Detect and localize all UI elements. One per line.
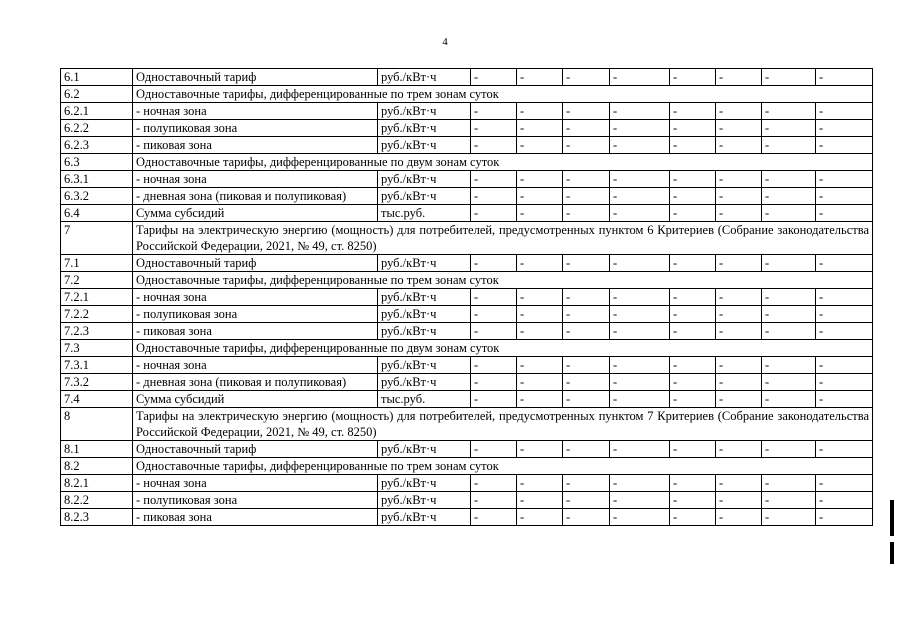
value-cell: - (471, 357, 517, 374)
value-cell: - (563, 137, 610, 154)
tariff-name-cell: - полупиковая зона (133, 306, 378, 323)
row-number-cell: 6.2.3 (61, 137, 133, 154)
tariff-name-cell: - полупиковая зона (133, 120, 378, 137)
value-cell: - (716, 509, 762, 526)
value-cell: - (716, 323, 762, 340)
value-cell: - (762, 289, 816, 306)
value-cell: - (517, 357, 563, 374)
value-cell: - (670, 188, 716, 205)
row-number-cell: 8.2.1 (61, 475, 133, 492)
value-cell: - (517, 374, 563, 391)
tariff-name-cell: - дневная зона (пиковая и полупиковая) (133, 188, 378, 205)
unit-cell: руб./кВт·ч (378, 137, 471, 154)
value-cell: - (816, 475, 873, 492)
unit-cell: руб./кВт·ч (378, 171, 471, 188)
tariff-name-cell: - пиковая зона (133, 509, 378, 526)
value-cell: - (517, 103, 563, 120)
value-cell: - (816, 69, 873, 86)
value-cell: - (471, 391, 517, 408)
value-cell: - (762, 188, 816, 205)
row-number-cell: 8 (61, 408, 133, 441)
row-number-cell: 6.3 (61, 154, 133, 171)
value-cell: - (670, 357, 716, 374)
value-cell: - (716, 306, 762, 323)
value-cell: - (517, 509, 563, 526)
value-cell: - (716, 374, 762, 391)
value-cell: - (762, 441, 816, 458)
value-cell: - (610, 137, 670, 154)
value-cell: - (716, 137, 762, 154)
value-cell: - (471, 120, 517, 137)
unit-cell: руб./кВт·ч (378, 69, 471, 86)
row-number-cell: 6.1 (61, 69, 133, 86)
value-cell: - (816, 509, 873, 526)
tariff-name-cell: - пиковая зона (133, 137, 378, 154)
tariff-name-cell: Одноставочный тариф (133, 441, 378, 458)
row-number-cell: 8.2 (61, 458, 133, 475)
value-cell: - (816, 289, 873, 306)
value-cell: - (762, 374, 816, 391)
section-row (61, 272, 873, 289)
value-cell: - (610, 289, 670, 306)
row-number-cell: 6.3.1 (61, 171, 133, 188)
value-cell: - (563, 357, 610, 374)
value-cell: - (716, 205, 762, 222)
value-cell: - (816, 357, 873, 374)
value-cell: - (670, 475, 716, 492)
tariff-name-cell: - ночная зона (133, 475, 378, 492)
value-cell: - (762, 171, 816, 188)
tariff-name-cell: Сумма субсидий (133, 391, 378, 408)
row-number-cell: 6.2.2 (61, 120, 133, 137)
value-cell: - (610, 69, 670, 86)
row-number-cell: 7.2 (61, 272, 133, 289)
section-row (61, 458, 873, 475)
value-cell: - (716, 357, 762, 374)
value-cell: - (610, 120, 670, 137)
tariff-name-cell: - ночная зона (133, 171, 378, 188)
value-cell: - (471, 492, 517, 509)
section-title-cell: Одноставочные тарифы, дифференцированные по трем зонам суток (133, 458, 873, 475)
value-cell: - (610, 255, 670, 272)
value-cell: - (471, 69, 517, 86)
value-cell: - (471, 188, 517, 205)
unit-cell: тыс.руб. (378, 205, 471, 222)
value-cell: - (563, 441, 610, 458)
value-cell: - (670, 171, 716, 188)
value-cell: - (762, 509, 816, 526)
value-cell: - (517, 137, 563, 154)
value-cell: - (563, 323, 610, 340)
unit-cell: руб./кВт·ч (378, 357, 471, 374)
value-cell: - (610, 441, 670, 458)
value-cell: - (517, 391, 563, 408)
tariff-name-cell: Одноставочный тариф (133, 255, 378, 272)
value-cell: - (670, 69, 716, 86)
table-row (61, 205, 873, 222)
value-cell: - (563, 374, 610, 391)
value-cell: - (716, 441, 762, 458)
value-cell: - (471, 475, 517, 492)
row-number-cell: 8.1 (61, 441, 133, 458)
value-cell: - (610, 103, 670, 120)
value-cell: - (670, 374, 716, 391)
value-cell: - (517, 188, 563, 205)
value-cell: - (762, 323, 816, 340)
row-number-cell: 6.3.2 (61, 188, 133, 205)
value-cell: - (816, 188, 873, 205)
row-number-cell: 7.3.2 (61, 374, 133, 391)
row-number-cell: 7.3 (61, 340, 133, 357)
value-cell: - (517, 289, 563, 306)
value-cell: - (517, 255, 563, 272)
value-cell: - (610, 323, 670, 340)
section-title-cell: Тарифы на электрическую энергию (мощность) для потребителей, предусмотренных пунктом 7 Критериев (Собрание законодательства Российской Федерации, 2021, № 49, ст. 8250) (133, 408, 873, 441)
section-row (61, 408, 873, 441)
section-row (61, 222, 873, 255)
value-cell: - (670, 120, 716, 137)
value-cell: - (762, 306, 816, 323)
value-cell: - (563, 306, 610, 323)
value-cell: - (762, 103, 816, 120)
value-cell: - (716, 171, 762, 188)
value-cell: - (563, 475, 610, 492)
value-cell: - (610, 391, 670, 408)
row-number-cell: 7.2.1 (61, 289, 133, 306)
table-row (61, 441, 873, 458)
row-number-cell: 6.2 (61, 86, 133, 103)
value-cell: - (670, 255, 716, 272)
value-cell: - (610, 492, 670, 509)
table-row (61, 492, 873, 509)
unit-cell: руб./кВт·ч (378, 306, 471, 323)
value-cell: - (670, 137, 716, 154)
row-number-cell: 7.3.1 (61, 357, 133, 374)
unit-cell: руб./кВт·ч (378, 492, 471, 509)
value-cell: - (762, 120, 816, 137)
value-cell: - (670, 391, 716, 408)
table-row (61, 255, 873, 272)
value-cell: - (716, 492, 762, 509)
value-cell: - (517, 441, 563, 458)
value-cell: - (517, 492, 563, 509)
value-cell: - (816, 391, 873, 408)
value-cell: - (471, 323, 517, 340)
unit-cell: руб./кВт·ч (378, 188, 471, 205)
table-row (61, 171, 873, 188)
value-cell: - (670, 306, 716, 323)
table-row (61, 103, 873, 120)
tariff-name-cell: Сумма субсидий (133, 205, 378, 222)
table-row (61, 475, 873, 492)
unit-cell: руб./кВт·ч (378, 323, 471, 340)
value-cell: - (471, 171, 517, 188)
value-cell: - (762, 137, 816, 154)
value-cell: - (670, 103, 716, 120)
table-row (61, 374, 873, 391)
table-row (61, 289, 873, 306)
tariff-table (60, 68, 873, 526)
unit-cell: руб./кВт·ч (378, 289, 471, 306)
value-cell: - (517, 171, 563, 188)
table-row (61, 323, 873, 340)
value-cell: - (471, 205, 517, 222)
value-cell: - (471, 255, 517, 272)
value-cell: - (610, 205, 670, 222)
value-cell: - (517, 120, 563, 137)
value-cell: - (716, 255, 762, 272)
tariff-name-cell: - дневная зона (пиковая и полупиковая) (133, 374, 378, 391)
value-cell: - (762, 69, 816, 86)
scan-edge-mark (890, 542, 894, 564)
section-title-cell: Тарифы на электрическую энергию (мощность) для потребителей, предусмотренных пунктом 6 Критериев (Собрание законодательства Российской Федерации, 2021, № 49, ст. 8250) (133, 222, 873, 255)
table-row (61, 137, 873, 154)
table-row (61, 391, 873, 408)
value-cell: - (517, 69, 563, 86)
section-title-cell: Одноставочные тарифы, дифференцированные по трем зонам суток (133, 272, 873, 289)
value-cell: - (471, 137, 517, 154)
section-title-cell: Одноставочные тарифы, дифференцированные по двум зонам суток (133, 340, 873, 357)
value-cell: - (716, 69, 762, 86)
value-cell: - (816, 306, 873, 323)
value-cell: - (610, 475, 670, 492)
value-cell: - (563, 391, 610, 408)
table-row (61, 120, 873, 137)
value-cell: - (563, 289, 610, 306)
value-cell: - (762, 492, 816, 509)
scan-edge-mark (890, 500, 894, 536)
value-cell: - (670, 323, 716, 340)
value-cell: - (563, 492, 610, 509)
value-cell: - (816, 255, 873, 272)
value-cell: - (816, 171, 873, 188)
value-cell: - (563, 171, 610, 188)
tariff-name-cell: - полупиковая зона (133, 492, 378, 509)
value-cell: - (816, 492, 873, 509)
value-cell: - (563, 255, 610, 272)
value-cell: - (762, 255, 816, 272)
value-cell: - (716, 120, 762, 137)
row-number-cell: 6.2.1 (61, 103, 133, 120)
value-cell: - (762, 391, 816, 408)
row-number-cell: 6.4 (61, 205, 133, 222)
value-cell: - (471, 306, 517, 323)
value-cell: - (762, 475, 816, 492)
value-cell: - (816, 103, 873, 120)
tariff-name-cell: - пиковая зона (133, 323, 378, 340)
section-title-cell: Одноставочные тарифы, дифференцированные по двум зонам суток (133, 154, 873, 171)
value-cell: - (716, 103, 762, 120)
value-cell: - (670, 289, 716, 306)
value-cell: - (563, 188, 610, 205)
value-cell: - (610, 357, 670, 374)
table-row (61, 69, 873, 86)
value-cell: - (563, 69, 610, 86)
unit-cell: руб./кВт·ч (378, 509, 471, 526)
value-cell: - (816, 137, 873, 154)
unit-cell: тыс.руб. (378, 391, 471, 408)
value-cell: - (610, 171, 670, 188)
value-cell: - (517, 475, 563, 492)
row-number-cell: 8.2.3 (61, 509, 133, 526)
value-cell: - (670, 509, 716, 526)
tariff-name-cell: - ночная зона (133, 289, 378, 306)
row-number-cell: 7 (61, 222, 133, 255)
table-row (61, 306, 873, 323)
value-cell: - (610, 188, 670, 205)
value-cell: - (816, 120, 873, 137)
unit-cell: руб./кВт·ч (378, 120, 471, 137)
value-cell: - (563, 509, 610, 526)
value-cell: - (610, 509, 670, 526)
tariff-name-cell: Одноставочный тариф (133, 69, 378, 86)
value-cell: - (816, 205, 873, 222)
value-cell: - (563, 103, 610, 120)
value-cell: - (716, 391, 762, 408)
value-cell: - (471, 509, 517, 526)
row-number-cell: 7.2.2 (61, 306, 133, 323)
tariff-name-cell: - ночная зона (133, 103, 378, 120)
row-number-cell: 7.4 (61, 391, 133, 408)
value-cell: - (517, 306, 563, 323)
value-cell: - (517, 323, 563, 340)
value-cell: - (670, 441, 716, 458)
unit-cell: руб./кВт·ч (378, 374, 471, 391)
section-row (61, 154, 873, 171)
row-number-cell: 7.1 (61, 255, 133, 272)
page-number: 4 (442, 36, 448, 48)
value-cell: - (563, 205, 610, 222)
value-cell: - (610, 374, 670, 391)
value-cell: - (816, 441, 873, 458)
value-cell: - (716, 188, 762, 205)
value-cell: - (762, 205, 816, 222)
value-cell: - (816, 323, 873, 340)
value-cell: - (716, 289, 762, 306)
unit-cell: руб./кВт·ч (378, 475, 471, 492)
section-row (61, 86, 873, 103)
value-cell: - (670, 492, 716, 509)
value-cell: - (762, 357, 816, 374)
value-cell: - (610, 306, 670, 323)
value-cell: - (471, 374, 517, 391)
unit-cell: руб./кВт·ч (378, 441, 471, 458)
row-number-cell: 7.2.3 (61, 323, 133, 340)
unit-cell: руб./кВт·ч (378, 103, 471, 120)
table-body (61, 69, 873, 526)
value-cell: - (471, 289, 517, 306)
tariff-name-cell: - ночная зона (133, 357, 378, 374)
value-cell: - (563, 120, 610, 137)
table-row (61, 509, 873, 526)
value-cell: - (716, 475, 762, 492)
table-row (61, 188, 873, 205)
row-number-cell: 8.2.2 (61, 492, 133, 509)
section-title-cell: Одноставочные тарифы, дифференцированные по трем зонам суток (133, 86, 873, 103)
section-row (61, 340, 873, 357)
value-cell: - (816, 374, 873, 391)
value-cell: - (517, 205, 563, 222)
value-cell: - (471, 103, 517, 120)
table-row (61, 357, 873, 374)
value-cell: - (670, 205, 716, 222)
value-cell: - (471, 441, 517, 458)
unit-cell: руб./кВт·ч (378, 255, 471, 272)
